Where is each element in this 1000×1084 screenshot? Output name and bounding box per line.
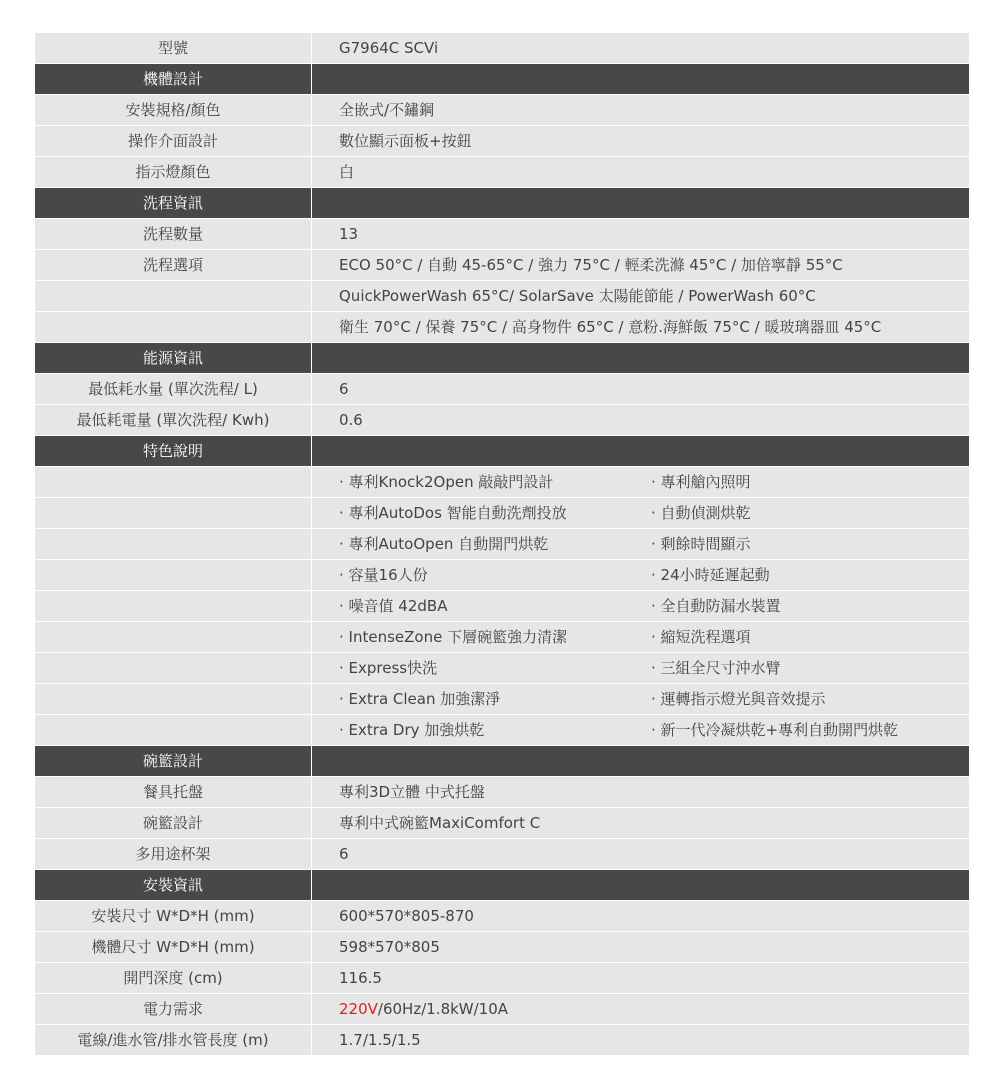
spec-value: 6 [312,374,969,404]
feature-values [312,467,969,497]
section-header-basket [35,746,969,777]
spec-label: 餐具托盤 [35,777,312,807]
feature-values [312,529,969,559]
spec-row [35,839,969,870]
feature-row [35,684,969,715]
spec-value: 全嵌式/不鏽鋼 [312,95,969,125]
section-filler [312,343,969,373]
spec-value: 數位顯示面板+按鈕 [312,126,969,156]
spec-row [35,312,969,343]
feature-row [35,529,969,560]
feature-row [35,467,969,498]
spec-value [312,994,969,1024]
section-header-energy [35,343,969,374]
section-header-program [35,188,969,219]
spec-row [35,1025,969,1056]
spec-label-empty [35,653,312,683]
section-filler [312,64,969,94]
spec-label: 電力需求 [35,994,312,1024]
section-filler [312,746,969,776]
spec-label: 安裝規格/顏色 [35,95,312,125]
feature-item: · 噪音值 42dBA [339,597,448,615]
section-title: 能源資訊 [35,343,312,373]
spec-row [35,777,969,808]
feature-values [312,591,969,621]
spec-label-empty [35,622,312,652]
spec-value: 598*570*805 [312,932,969,962]
spec-label-empty [35,467,312,497]
spec-label-empty [35,281,312,311]
spec-label-empty [35,715,312,745]
spec-value: ECO 50°C / 自動 45-65°C / 強力 75°C / 輕柔洗滌 45°C / 加倍寧靜 55°C [312,250,969,280]
feature-item: · 新一代冷凝烘乾+專利自動開門烘乾 [651,721,899,739]
spec-value: 13 [312,219,969,249]
feature-values [312,653,969,683]
section-header-features [35,436,969,467]
section-filler [312,436,969,466]
section-title: 安裝資訊 [35,870,312,900]
feature-item: · 運轉指示燈光與音效提示 [651,690,826,708]
feature-item: · 全自動防漏水裝置 [651,597,781,615]
spec-value: 0.6 [312,405,969,435]
spec-row [35,126,969,157]
spec-row [35,405,969,436]
spec-value: 專利中式碗籃MaxiComfort C [312,808,969,838]
feature-values [312,560,969,590]
spec-table [35,33,969,1056]
spec-label: 電線/進水管/排水管長度 (m) [35,1025,312,1055]
feature-values [312,622,969,652]
section-title: 特色說明 [35,436,312,466]
spec-value: 白 [312,157,969,187]
feature-values [312,684,969,714]
spec-label: 指示燈顏色 [35,157,312,187]
spec-value: 600*570*805-870 [312,901,969,931]
section-title: 碗籃設計 [35,746,312,776]
spec-label: 洗程選項 [35,250,312,280]
spec-label: 最低耗電量 (單次洗程/ Kwh) [35,405,312,435]
power-rest: /60Hz/1.8kW/10A [377,1000,509,1018]
spec-row [35,95,969,126]
feature-values [312,715,969,745]
feature-item: · 縮短洗程選項 [651,628,751,646]
spec-label: 洗程數量 [35,219,312,249]
feature-item: · Express快洗 [339,659,438,677]
spec-label: 開門深度 (cm) [35,963,312,993]
feature-item: · 容量16人份 [339,566,428,584]
spec-label: 多用途杯架 [35,839,312,869]
section-title: 洗程資訊 [35,188,312,218]
feature-row [35,560,969,591]
feature-item: · 專利艙內照明 [651,473,751,491]
spec-label-empty [35,498,312,528]
spec-row-power [35,994,969,1025]
feature-item: · 專利AutoOpen 自動開門烘乾 [339,535,549,553]
feature-item: · 三組全尺寸沖水臂 [651,659,781,677]
spec-label-empty [35,591,312,621]
spec-label-empty [35,529,312,559]
spec-label: 安裝尺寸 W*D*H (mm) [35,901,312,931]
feature-row [35,715,969,746]
spec-label-empty [35,560,312,590]
feature-row [35,591,969,622]
section-filler [312,188,969,218]
section-title: 機體設計 [35,64,312,94]
spec-row [35,157,969,188]
feature-row [35,498,969,529]
spec-row [35,932,969,963]
feature-item: · Extra Dry 加強烘乾 [339,721,485,739]
section-header-install [35,870,969,901]
spec-label-empty [35,684,312,714]
spec-value: 專利3D立體 中式托盤 [312,777,969,807]
feature-values [312,498,969,528]
feature-item: · 自動偵測烘乾 [651,504,751,522]
feature-item: · IntenseZone 下層碗籃強力清潔 [339,628,568,646]
spec-value: 衛生 70°C / 保養 75°C / 高身物件 65°C / 意粉.海鮮飯 75°C / 暖玻璃器皿 45°C [312,312,969,342]
spec-row [35,374,969,405]
spec-label-empty [35,312,312,342]
feature-item: · 剩餘時間顯示 [651,535,751,553]
spec-row [35,219,969,250]
spec-row [35,901,969,932]
spec-row [35,963,969,994]
spec-label: 機體尺寸 W*D*H (mm) [35,932,312,962]
feature-item: · 專利AutoDos 智能自動洗劑投放 [339,504,567,522]
voltage-highlight: 220V [339,1000,378,1018]
spec-value: QuickPowerWash 65°C/ SolarSave 太陽能節能 / PowerWash 60°C [312,281,969,311]
section-filler [312,870,969,900]
spec-row [35,808,969,839]
spec-label: 碗籃設計 [35,808,312,838]
spec-value: 116.5 [312,963,969,993]
feature-item: · 專利Knock2Open 敲敲門設計 [339,473,554,491]
feature-row [35,653,969,684]
spec-label: 型號 [35,33,312,63]
spec-row-model [35,33,969,64]
feature-item: · 24小時延遲起動 [651,566,770,584]
spec-row [35,281,969,312]
feature-item: · Extra Clean 加強潔淨 [339,690,501,708]
section-header-body [35,64,969,95]
spec-label: 操作介面設計 [35,126,312,156]
spec-value: 6 [312,839,969,869]
spec-row [35,250,969,281]
spec-value: G7964C SCVi [312,33,969,63]
feature-row [35,622,969,653]
spec-value: 1.7/1.5/1.5 [312,1025,969,1055]
spec-label: 最低耗水量 (單次洗程/ L) [35,374,312,404]
